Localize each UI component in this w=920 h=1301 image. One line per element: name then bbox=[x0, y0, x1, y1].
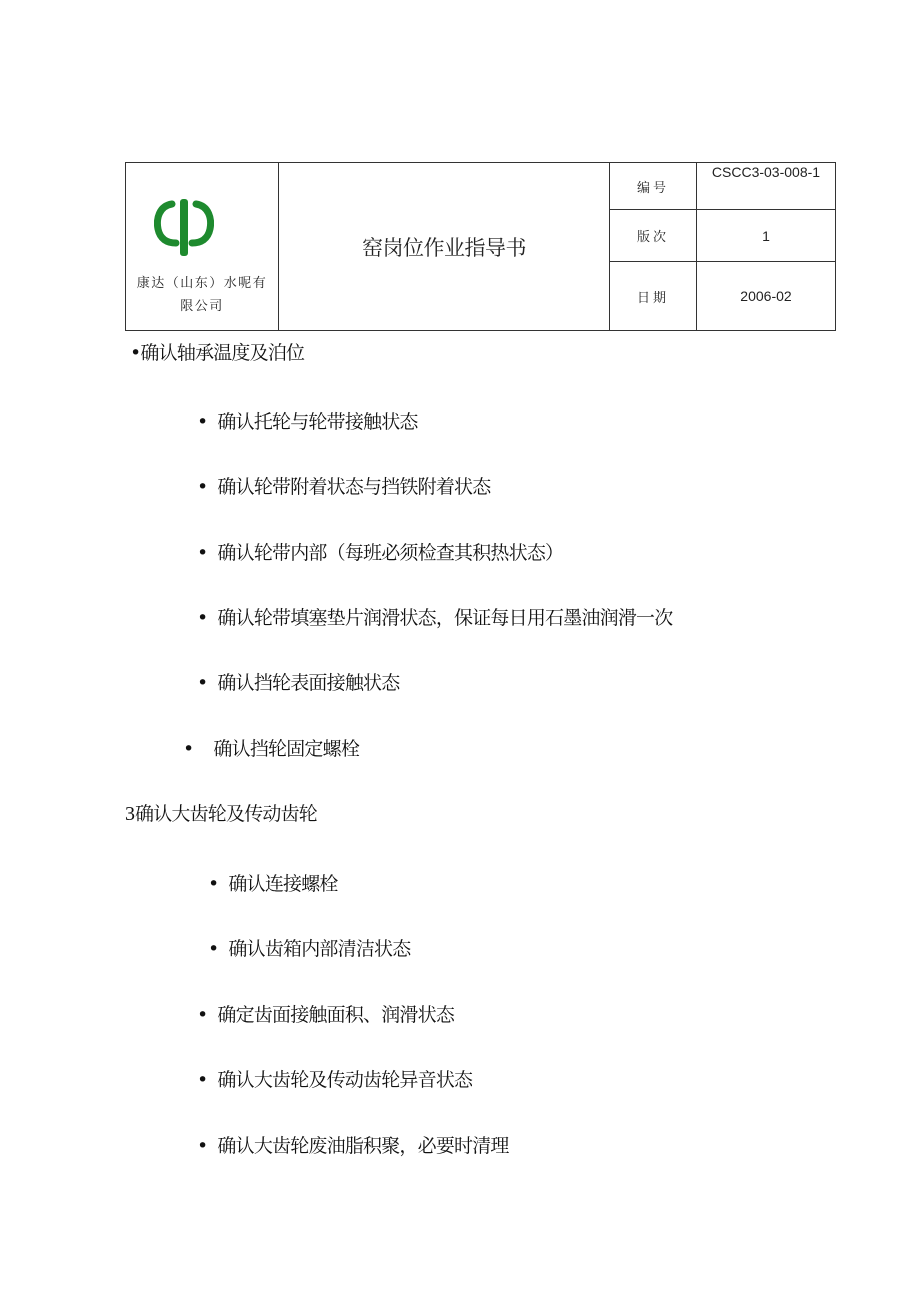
bullet: • bbox=[197, 476, 208, 498]
bullet: • bbox=[197, 542, 208, 564]
list-item: • 确认挡轮固定螺栓 bbox=[183, 738, 360, 760]
date-value: 2006-02 bbox=[697, 262, 836, 331]
bullet: • bbox=[197, 607, 208, 629]
section-number: 3 bbox=[125, 803, 135, 825]
bullet: • bbox=[197, 411, 208, 433]
logo-cell bbox=[126, 163, 279, 331]
list-item: • 确认托轮与轮带接触状态 bbox=[197, 411, 418, 433]
bullet: • bbox=[197, 1004, 208, 1026]
company-logo-icon bbox=[154, 197, 214, 257]
list-item: • 确认连接螺栓 bbox=[208, 873, 338, 895]
list-item: • 确认挡轮表面接触状态 bbox=[197, 672, 400, 694]
bullet: • bbox=[197, 672, 208, 694]
bullet: • bbox=[197, 1135, 208, 1157]
company-name: 康达（山东）水呢有限公司 bbox=[136, 276, 268, 314]
document-title: 窑岗位作业指导书 bbox=[279, 163, 610, 331]
bullet: • bbox=[197, 1069, 208, 1091]
list-item: • 确认轮带内部（每班必须检查其积热状态） bbox=[197, 542, 564, 564]
bullet: • bbox=[130, 342, 141, 364]
section2-heading: 3确认大齿轮及传动齿轮 bbox=[125, 803, 318, 825]
revision-label: 版次 bbox=[610, 210, 697, 262]
section1-heading: •确认轴承温度及泊位 bbox=[130, 342, 305, 364]
doc-number-label: 编号 bbox=[610, 163, 697, 210]
list-item: • 确认大齿轮废油脂积聚，必要时清理 bbox=[197, 1135, 509, 1157]
bullet: • bbox=[183, 738, 194, 760]
revision-value: 1 bbox=[697, 210, 836, 262]
date-label: 日期 bbox=[610, 262, 697, 331]
document-header-table bbox=[125, 162, 836, 331]
bullet: • bbox=[208, 938, 219, 960]
doc-number-value: CSCC3-03-008-1 bbox=[697, 163, 836, 210]
list-item: • 确认齿箱内部清洁状态 bbox=[208, 938, 411, 960]
list-item: • 确认轮带填塞垫片润滑状态，保证每日用石墨油润滑一次 bbox=[197, 607, 673, 629]
bullet: • bbox=[208, 873, 219, 895]
list-item: • 确定齿面接触面积、润滑状态 bbox=[197, 1004, 455, 1026]
list-item: • 确认大齿轮及传动齿轮异音状态 bbox=[197, 1069, 473, 1091]
list-item: • 确认轮带附着状态与挡铁附着状态 bbox=[197, 476, 491, 498]
